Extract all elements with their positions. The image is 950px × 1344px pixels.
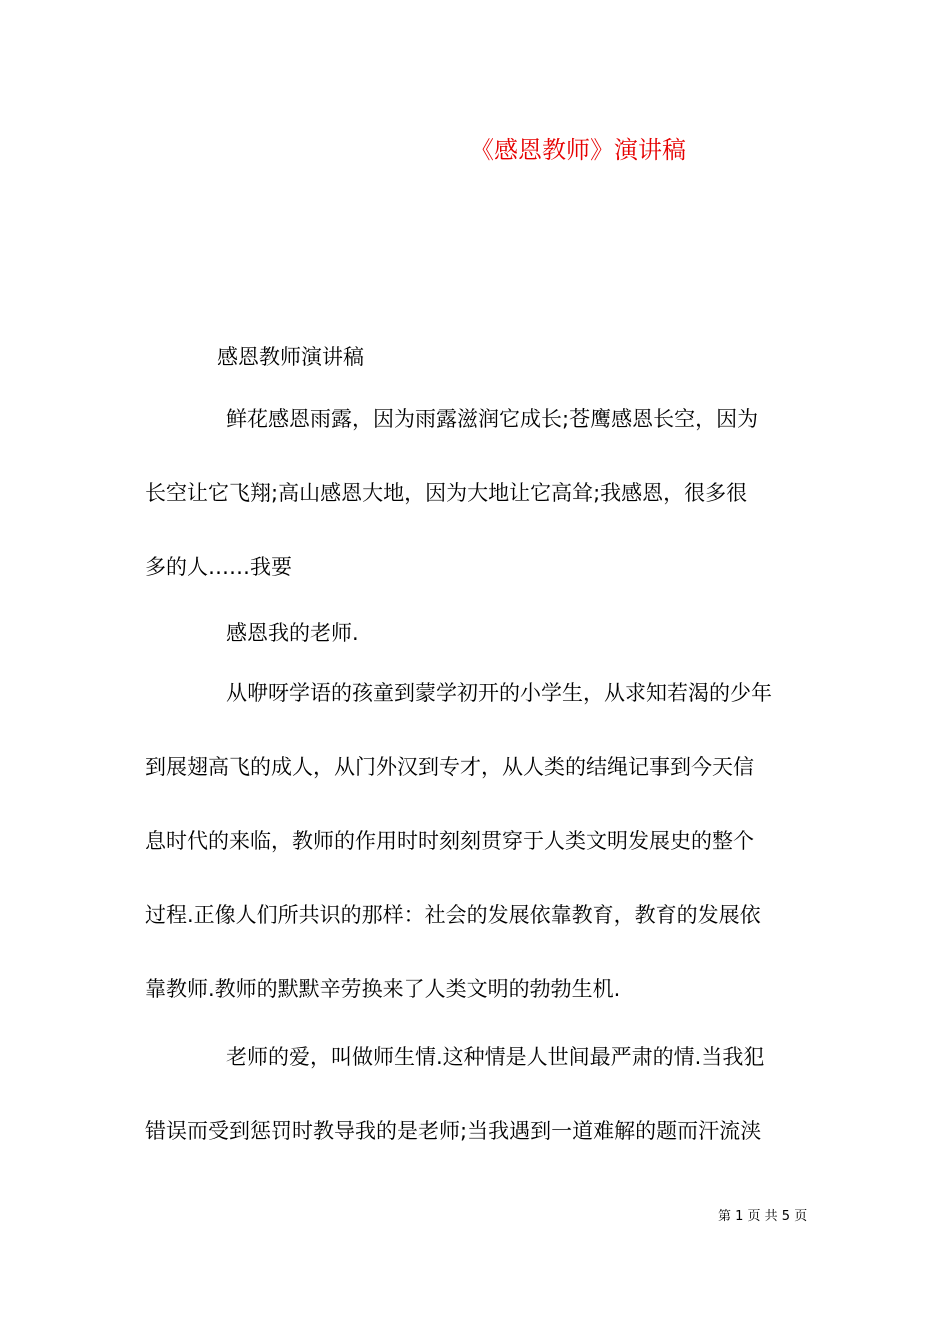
- paragraph-3-line-4: 过程.正像人们所共识的那样：社会的发展依靠教育，教育的发展依: [145, 903, 761, 927]
- paragraph-3-line-3: 息时代的来临，教师的作用时时刻刻贯穿于人类文明发展史的整个: [145, 829, 754, 853]
- paragraph-1-line-2: 长空让它飞翔;高山感恩大地，因为大地让它高耸;我感恩，很多很: [145, 481, 748, 505]
- paragraph-2-line-1: 感恩我的老师.: [226, 621, 359, 645]
- paragraph-3-line-2: 到展翅高飞的成人，从门外汉到专才，从人类的结绳记事到今天信: [145, 755, 754, 779]
- paragraph-1-line-1: 鲜花感恩雨露，因为雨露滋润它成长;苍鹰感恩长空，因为: [226, 407, 759, 431]
- paragraph-3-line-5: 靠教师.教师的默默辛劳换来了人类文明的勃勃生机.: [145, 977, 621, 1001]
- paragraph-4-line-2: 错误而受到惩罚时教导我的是老师;当我遇到一道难解的题而汗流浃: [145, 1119, 762, 1143]
- page-number: 第 1 页 共 5 页: [718, 1209, 808, 1224]
- paragraph-3-line-1: 从咿呀学语的孩童到蒙学初开的小学生，从求知若渴的少年: [226, 681, 772, 705]
- speech-subtitle: 感恩教师演讲稿: [217, 345, 364, 369]
- paragraph-4-line-1: 老师的爱，叫做师生情.这种情是人世间最严肃的情.当我犯: [226, 1045, 765, 1069]
- document-title: 《感恩教师》演讲稿: [470, 136, 686, 164]
- paragraph-1-line-3: 多的人……我要: [145, 555, 292, 579]
